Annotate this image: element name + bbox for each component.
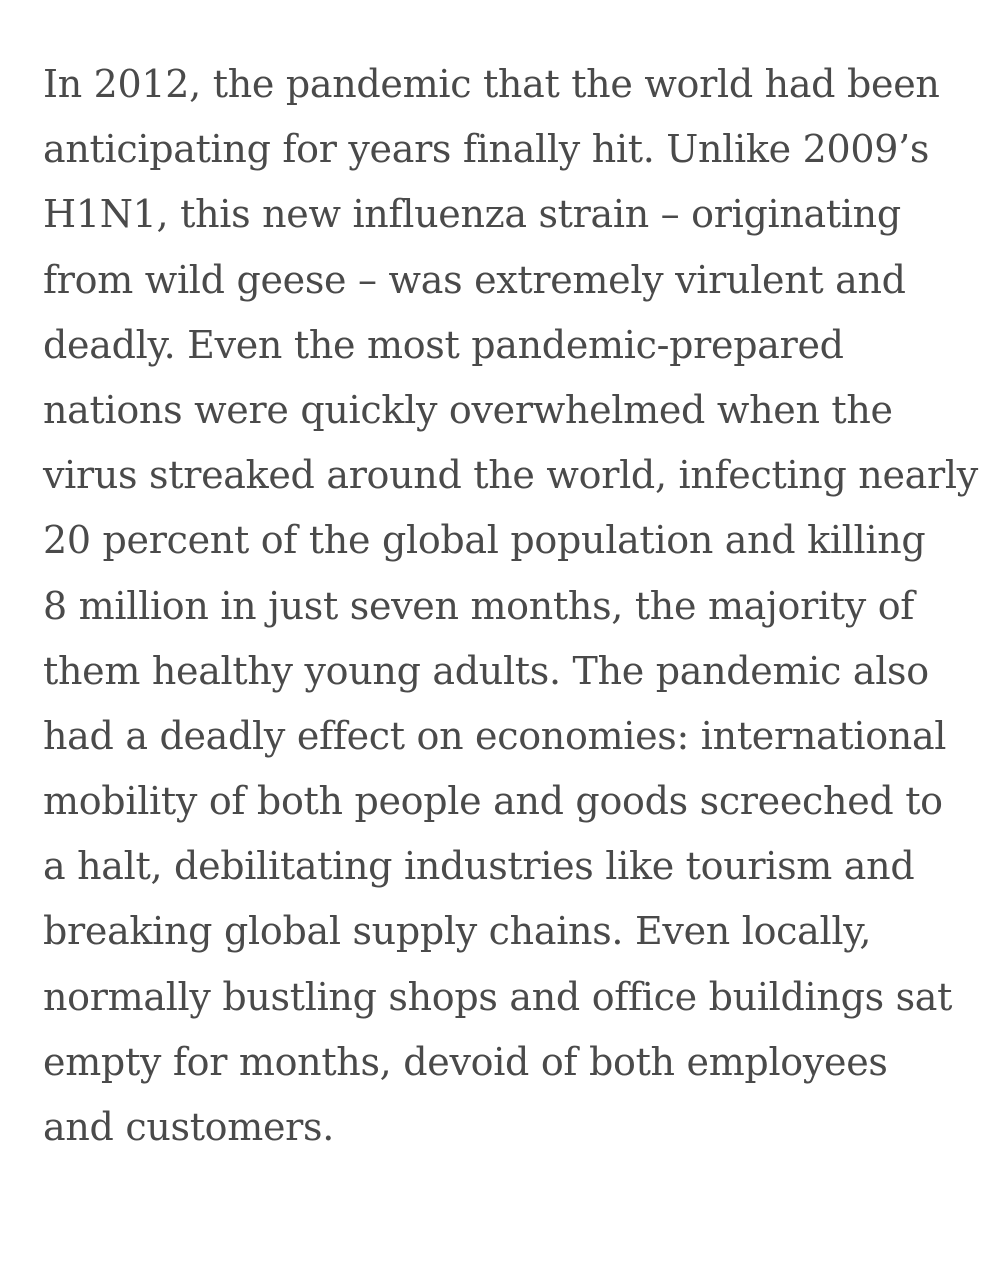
paragraph-line: mobility of both people and goods screeched to (43, 779, 943, 824)
paragraph-line: 20 percent of the global population and killing (43, 518, 926, 563)
paragraph-line: 8 million in just seven months, the majority of (43, 583, 915, 628)
paragraph-line: them healthy young adults. The pandemic also (43, 648, 929, 693)
paragraph-line: anticipating for years finally hit. Unlike 2009’s (43, 127, 930, 172)
article-paragraph (43, 52, 983, 1160)
paragraph-line: empty for months, devoid of both employees (43, 1039, 888, 1084)
paragraph-line: virus streaked around the world, infecting nearly (43, 453, 978, 498)
paragraph-line: from wild geese – was extremely virulent and (43, 257, 906, 302)
paragraph-line: H1N1, this new influenza strain – originating (43, 192, 901, 237)
paragraph-line: and customers. (43, 1105, 335, 1149)
paragraph-line: In 2012, the pandemic that the world had been (43, 62, 940, 106)
paragraph-line: normally bustling shops and office buildings sat (43, 974, 953, 1019)
paragraph-line: a halt, debilitating industries like tourism and (43, 844, 915, 889)
paragraph-line: had a deadly effect on economies: international (43, 713, 947, 758)
paragraph-line: breaking global supply chains. Even locally, (43, 909, 872, 954)
paragraph-line: nations were quickly overwhelmed when the (43, 387, 893, 432)
paragraph-line: deadly. Even the most pandemic-prepared (43, 322, 844, 367)
